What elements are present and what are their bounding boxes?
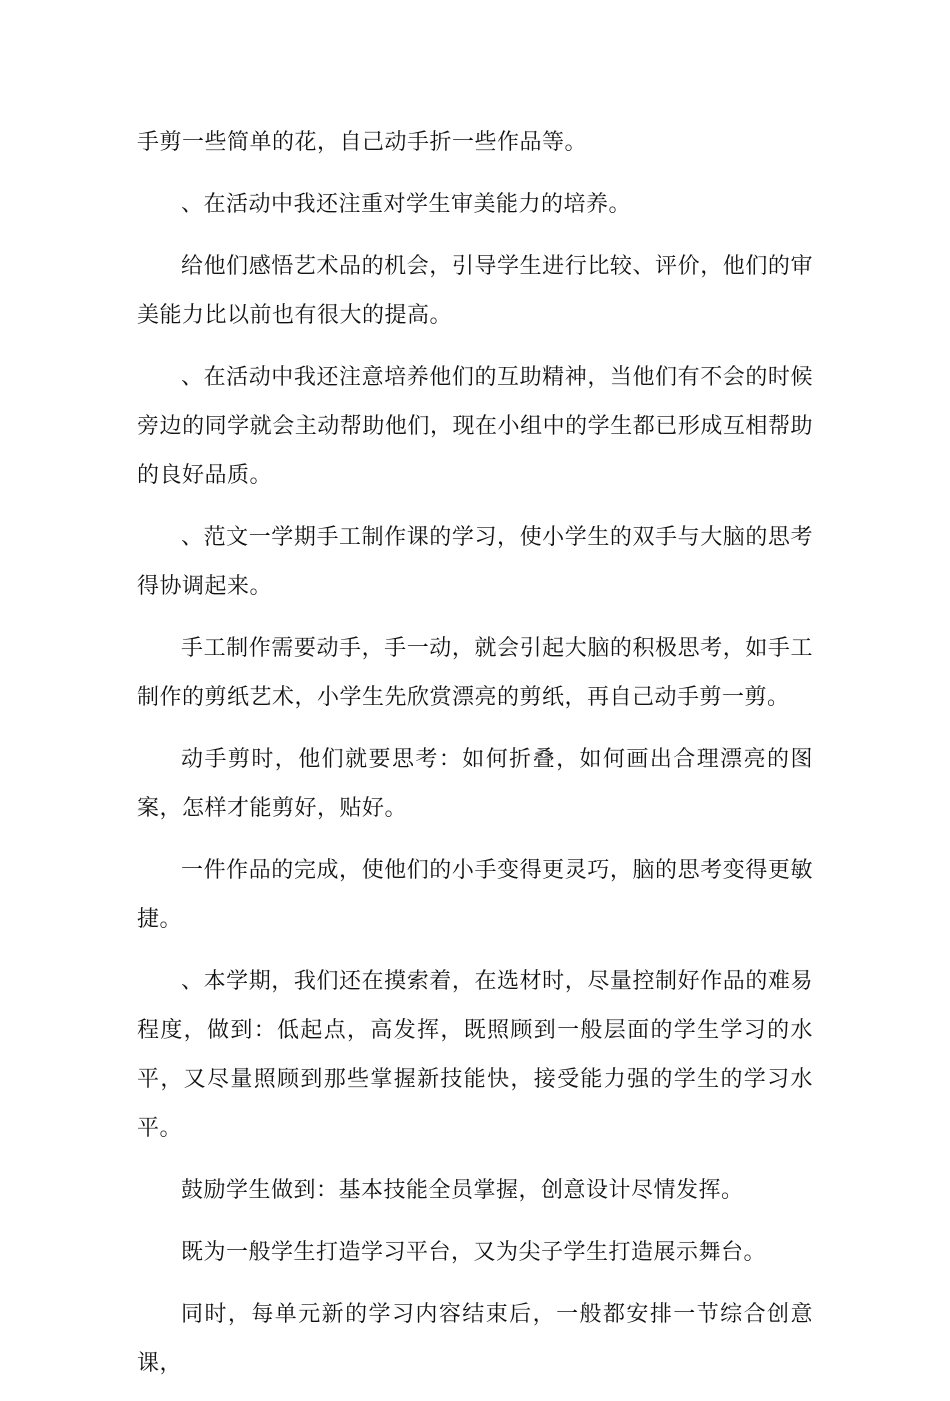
paragraph-5: 、范文一学期手工制作课的学习，使小学生的双手与大脑的思考得协调起来。 (137, 525, 813, 599)
paragraph-1: 手剪一些简单的花，自己动手折一些作品等。 (137, 130, 588, 155)
paragraph-3: 给他们感悟艺术品的机会，引导学生进行比较、评价，他们的审美能力比以前也有很大的提高。 (137, 254, 813, 328)
paragraph-10: 鼓励学生做到：基本技能全员掌握，创意设计尽情发挥。 (181, 1178, 744, 1203)
paragraph-12: 同时，每单元新的学习内容结束后，一般都安排一节综合创意课， (137, 1302, 813, 1376)
paragraph-9: 、本学期，我们还在摸索着，在选材时，尽量控制好作品的难易程度，做到：低起点，高发挥，既照顾到一般层面的学生学习的水平，又尽量照顾到那些掌握新技能快，接受能力强的学生的学习水平。 (137, 969, 813, 1141)
paragraph-6: 手工制作需要动手，手一动，就会引起大脑的积极思考，如手工制作的剪纸艺术，小学生先欣赏漂亮的剪纸，再自己动手剪一剪。 (137, 636, 813, 710)
paragraph-4: 、在活动中我还注意培养他们的互助精神，当他们有不会的时候旁边的同学就会主动帮助他们，现在小组中的学生都已形成互相帮助的良好品质。 (137, 365, 813, 488)
paragraph-2: 、在活动中我还注重对学生审美能力的培养。 (181, 192, 632, 217)
paragraph-8: 一件作品的完成，使他们的小手变得更灵巧，脑的思考变得更敏捷。 (137, 858, 813, 932)
paragraph-11: 既为一般学生打造学习平台，又为尖子学生打造展示舞台。 (181, 1240, 767, 1265)
paragraph-7: 动手剪时，他们就要思考：如何折叠，如何画出合理漂亮的图案，怎样才能剪好，贴好。 (137, 747, 813, 821)
document-body (137, 118, 813, 1401)
